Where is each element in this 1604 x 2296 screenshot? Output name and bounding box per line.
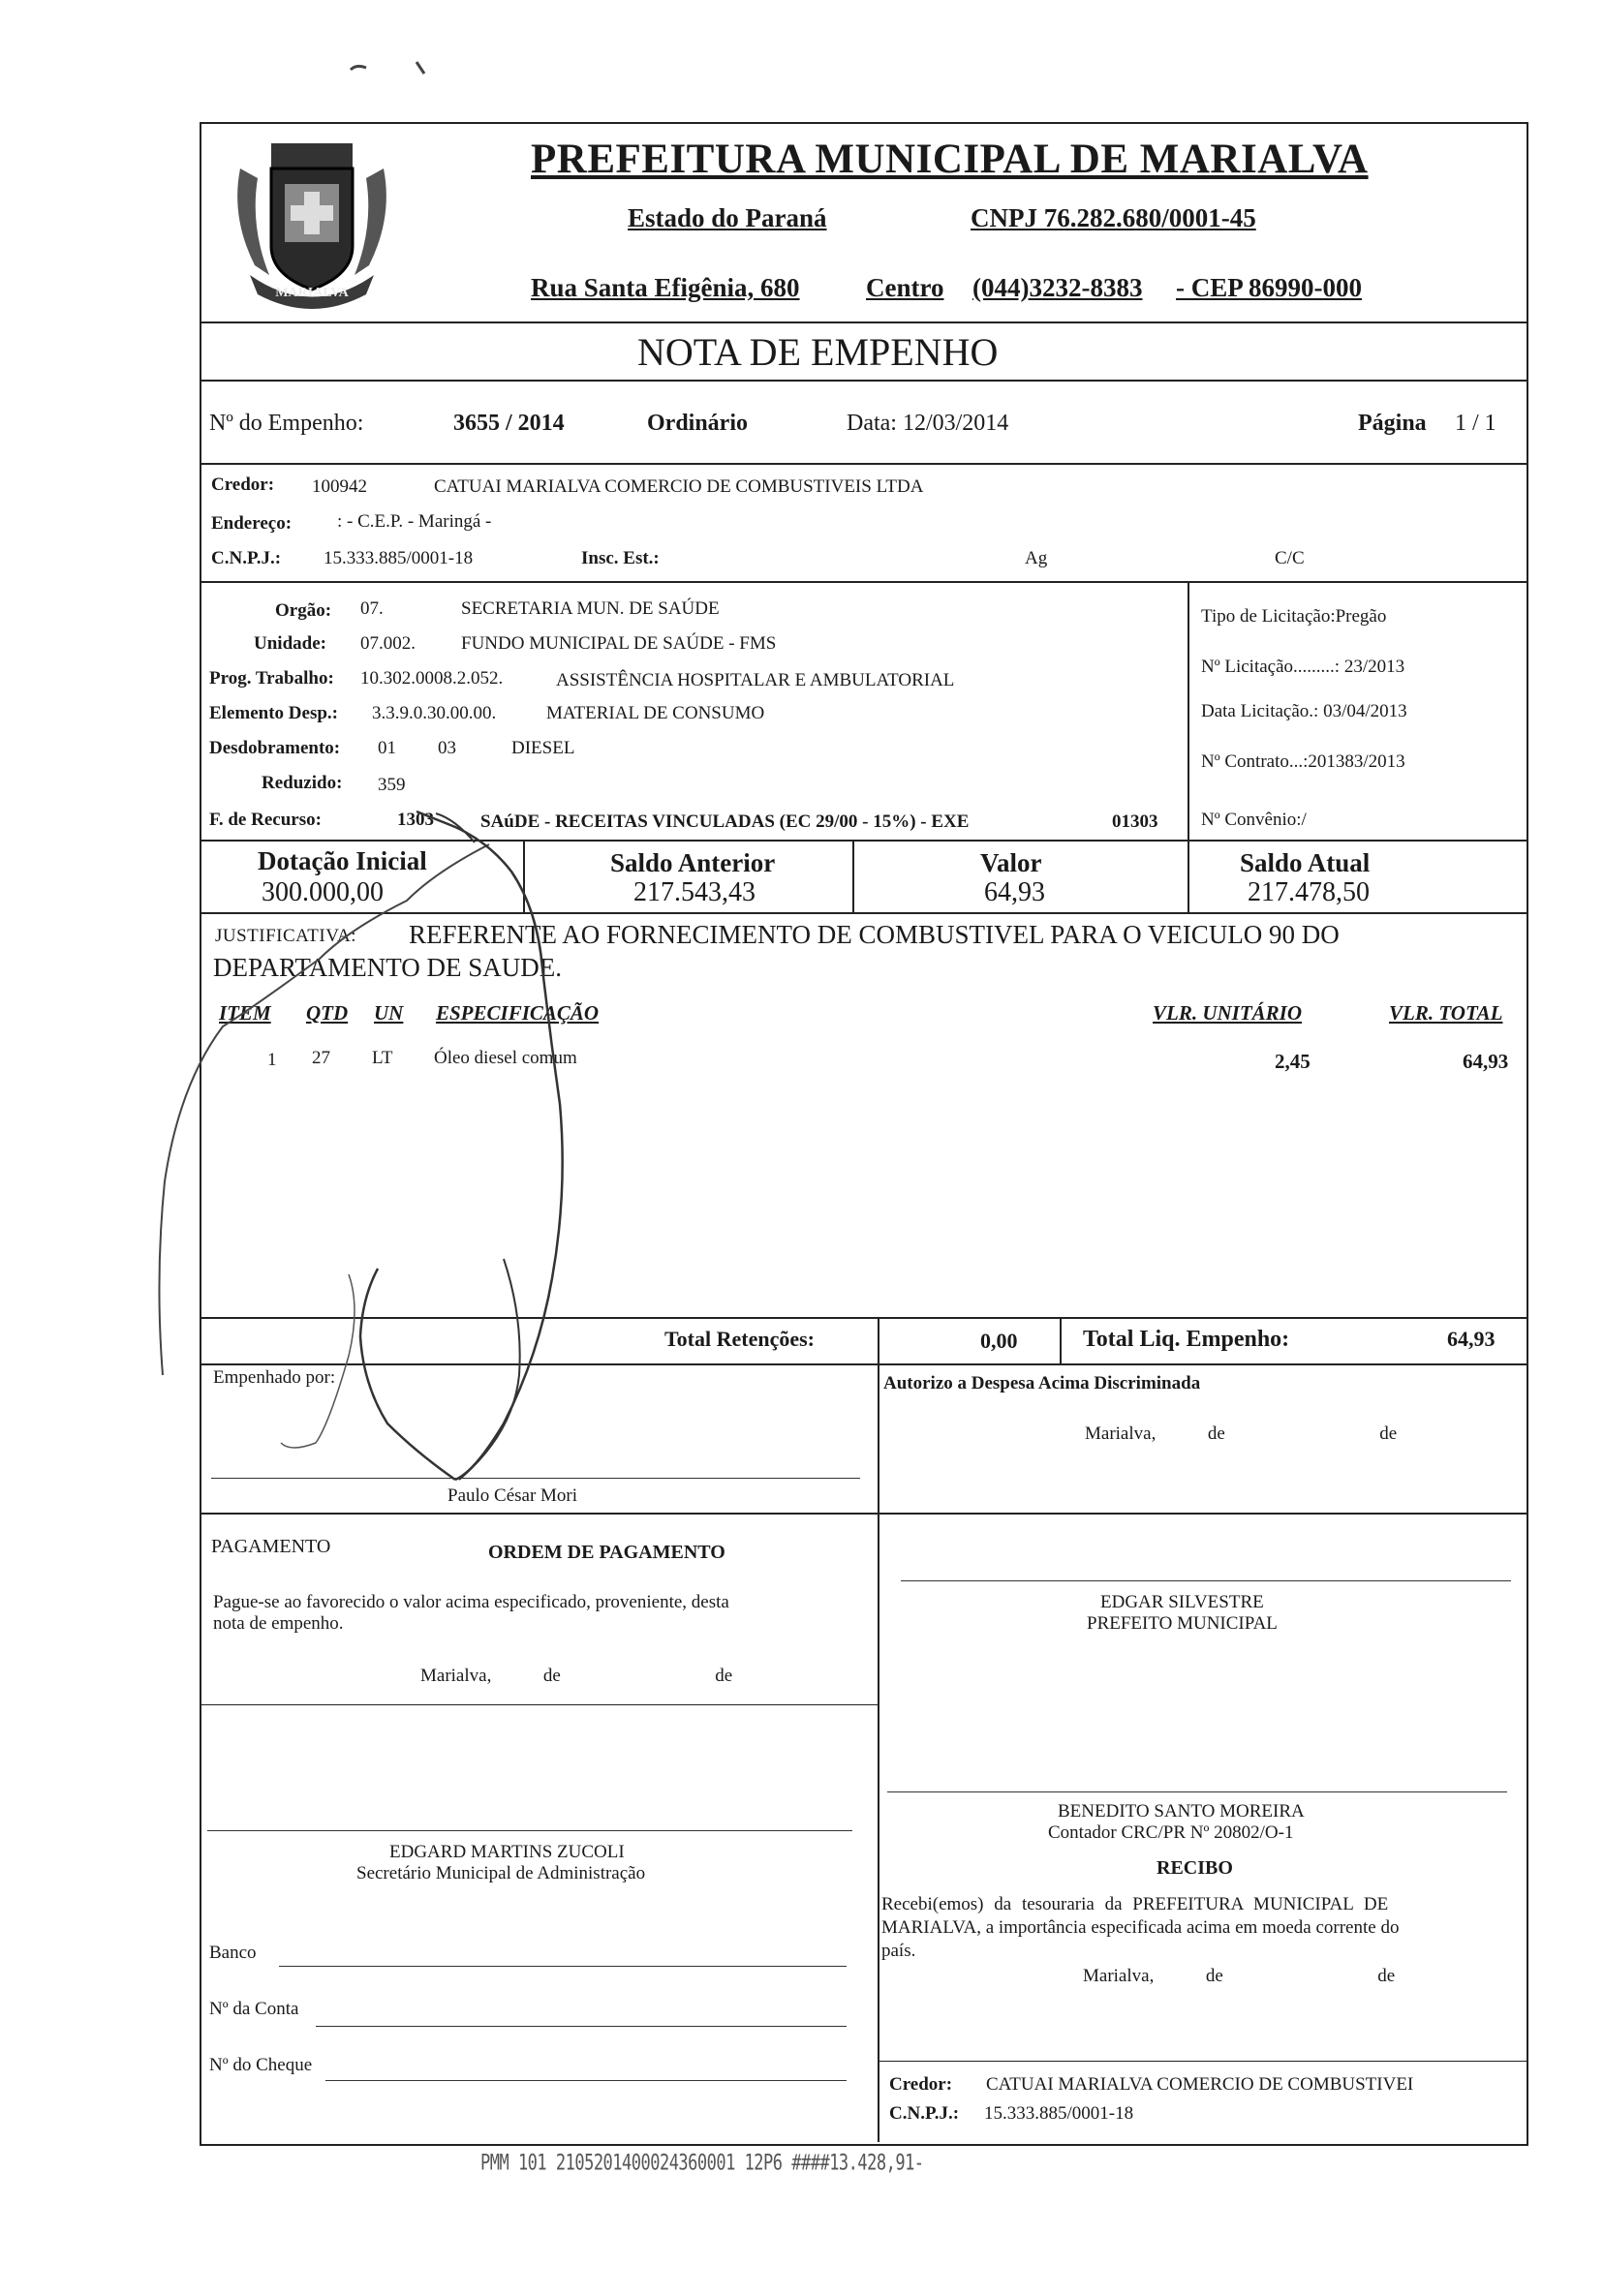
empenho-label: Nº do Empenho: xyxy=(209,411,364,436)
retencoes-value: 0,00 xyxy=(980,1329,1018,1353)
credor-name: CATUAI MARIALVA COMERCIO DE COMBUSTIVEIS LTDA xyxy=(434,476,924,497)
cheque-label: Nº do Cheque xyxy=(209,2055,313,2075)
banco-label: Banco xyxy=(209,1943,257,1963)
endereco-label: Endereço: xyxy=(211,513,293,534)
de-label: de xyxy=(1379,1424,1398,1444)
orgao-label: Orgão: xyxy=(275,600,332,621)
orgao-name: SECRETARIA MUN. DE SAÚDE xyxy=(461,598,720,619)
credor-code: 100942 xyxy=(312,476,367,497)
prog-name: ASSISTÊNCIA HOSPITALAR E AMBULATORIAL xyxy=(556,670,955,690)
secretario-title: Secretário Municipal de Administração xyxy=(356,1863,646,1883)
cnpj-value: 15.333.885/0001-18 xyxy=(324,548,474,568)
prog-code: 10.302.0008.2.052. xyxy=(360,668,504,689)
fonte-code: 1303 xyxy=(397,810,434,830)
contador-title: Contador CRC/PR Nº 20802/O-1 xyxy=(1048,1822,1294,1843)
autorizo-label: Autorizo a Despesa Acima Discriminada xyxy=(883,1373,1201,1393)
dotacao-value: 300.000,00 xyxy=(262,877,384,907)
empenho-number: 3655 / 2014 xyxy=(453,411,565,436)
recibo-cnpj-value: 15.333.885/0001-18 xyxy=(984,2103,1134,2124)
item-un: LT xyxy=(372,1048,393,1068)
licitacao-date-value: 03/04/2013 xyxy=(1323,701,1407,721)
reduzido-label: Reduzido: xyxy=(262,773,343,793)
phone: (044)3232-8383 xyxy=(972,273,1143,302)
recibo-line2: MARIALVA, a importância especificada acima em moeda corrente do xyxy=(881,1917,1400,1938)
de-label: de xyxy=(1207,1424,1225,1444)
empenhado-por-label: Empenhado por: xyxy=(213,1367,336,1388)
unidade-label: Unidade: xyxy=(254,633,326,654)
dotacao-label: Dotação Inicial xyxy=(258,846,427,875)
item-qtd: 27 xyxy=(312,1048,330,1068)
saldo-anterior-value: 217.543,43 xyxy=(633,877,756,907)
col-vlr-unitario: VLR. UNITÁRIO xyxy=(1153,1001,1303,1025)
licitacao-number-label: Nº Licitação.........: xyxy=(1201,657,1341,677)
svg-text:MARIALVA: MARIALVA xyxy=(275,286,349,300)
recibo-line1: Recebi(emos) da tesouraria da PREFEITURA MUNICIPAL DE xyxy=(881,1894,1389,1914)
elemento-label: Elemento Desp.: xyxy=(209,703,338,723)
item-number: 1 xyxy=(267,1050,277,1070)
de-label: de xyxy=(542,1666,561,1686)
cnpj: CNPJ 76.282.680/0001-45 xyxy=(971,203,1256,232)
saldo-anterior-label: Saldo Anterior xyxy=(610,848,776,877)
endereco-value: : - C.E.P. - Maringá - xyxy=(337,511,492,532)
saldo-atual-label: Saldo Atual xyxy=(1240,848,1371,877)
prog-label: Prog. Trabalho: xyxy=(209,668,334,689)
valor-label: Valor xyxy=(980,848,1042,877)
recibo-credor-name: CATUAI MARIALVA COMERCIO DE COMBUSTIVEI xyxy=(986,2074,1414,2095)
document-title: NOTA DE EMPENHO xyxy=(637,330,999,374)
recibo-line3: país. xyxy=(881,1941,916,1961)
col-un: UN xyxy=(374,1001,404,1025)
pague-line2: nota de empenho. xyxy=(213,1613,344,1634)
marialva-label: Marialva, xyxy=(1085,1424,1157,1444)
liq-empenho-label: Total Liq. Empenho: xyxy=(1083,1327,1290,1352)
mechanical-stamp: PMM 101 2105201400024360001 12P6 ####13.428,91- xyxy=(480,2151,924,2176)
reduzido-value: 359 xyxy=(378,775,406,795)
address: Rua Santa Efigênia, 680 xyxy=(531,273,800,302)
elemento-name: MATERIAL DE CONSUMO xyxy=(546,703,765,723)
recibo-label: RECIBO xyxy=(1157,1857,1233,1879)
desdobramento-1: 01 xyxy=(378,738,396,758)
de-label: de xyxy=(1205,1966,1223,1986)
unidade-code: 07.002. xyxy=(360,633,416,654)
item-unit: 2,45 xyxy=(1275,1050,1311,1073)
page-label: Página xyxy=(1358,411,1427,436)
liq-empenho-value: 64,93 xyxy=(1447,1327,1496,1351)
empenho-date: Data: 12/03/2014 xyxy=(847,411,1009,436)
col-especificacao: ESPECIFICAÇÃO xyxy=(436,1001,600,1025)
contador-name: BENEDITO SANTO MOREIRA xyxy=(1058,1801,1305,1821)
ag-label: Ag xyxy=(1025,548,1048,568)
cnpj-label: C.N.P.J.: xyxy=(211,548,282,568)
tipo-licitacao: Tipo de Licitação:Pregão xyxy=(1201,606,1387,627)
contrato: Nº Contrato...:201383/2013 xyxy=(1201,751,1405,772)
cc-label: C/C xyxy=(1275,548,1305,568)
empenho-type: Ordinário xyxy=(647,411,749,436)
col-item: ITEM xyxy=(219,1001,271,1025)
licitacao-date-label: Data Licitação.: xyxy=(1201,701,1319,721)
cep: - CEP 86990-000 xyxy=(1176,273,1362,302)
saldo-atual-value: 217.478,50 xyxy=(1248,877,1370,907)
de-label: de xyxy=(1377,1966,1396,1986)
insc-label: Insc. Est.: xyxy=(581,548,660,568)
conta-label: Nº da Conta xyxy=(209,1999,299,2019)
fonte-label: F. de Recurso: xyxy=(209,810,322,830)
page-number: 1 / 1 xyxy=(1455,411,1496,436)
orgao-code: 07. xyxy=(360,598,384,619)
item-espec: Óleo diesel comum xyxy=(434,1048,577,1068)
recibo-cnpj-label: C.N.P.J.: xyxy=(889,2103,960,2124)
credor-label: Credor: xyxy=(211,475,275,495)
recibo-credor-label: Credor: xyxy=(889,2074,953,2095)
state-name: Estado do Paraná xyxy=(628,203,827,232)
marialva-label: Marialva, xyxy=(1083,1966,1155,1986)
prefeito-name: EDGAR SILVESTRE xyxy=(1100,1592,1264,1612)
unidade-name: FUNDO MUNICIPAL DE SAÚDE - FMS xyxy=(461,633,777,654)
district: Centro xyxy=(866,273,944,302)
secretario-name: EDGARD MARTINS ZUCOLI xyxy=(389,1842,625,1862)
col-qtd: QTD xyxy=(306,1001,349,1025)
valor-value: 64,93 xyxy=(984,877,1045,907)
page-title: PREFEITURA MUNICIPAL DE MARIALVA xyxy=(531,137,1369,182)
paulo-name: Paulo César Mori xyxy=(447,1485,578,1506)
retencoes-label: Total Retenções: xyxy=(664,1327,815,1351)
pagamento-label: PAGAMENTO xyxy=(211,1536,331,1557)
justificativa-label: JUSTIFICATIVA: xyxy=(215,926,357,946)
desdobramento-2: 03 xyxy=(438,738,456,758)
item-total: 64,93 xyxy=(1463,1050,1509,1073)
prefeito-title: PREFEITO MUNICIPAL xyxy=(1087,1613,1278,1634)
licitacao-number-value: 23/2013 xyxy=(1343,657,1405,677)
pague-line1: Pague-se ao favorecido o valor acima especificado, proveniente, desta xyxy=(213,1592,729,1612)
justificativa-line1: REFERENTE AO FORNECIMENTO DE COMBUSTIVEL PARA O VEICULO 90 DO xyxy=(409,920,1340,949)
convenio: Nº Convênio:/ xyxy=(1201,810,1307,830)
de-label: de xyxy=(715,1666,733,1686)
col-vlr-total: VLR. TOTAL xyxy=(1389,1001,1503,1025)
marialva-label: Marialva, xyxy=(420,1666,492,1686)
elemento-code: 3.3.9.0.30.00.00. xyxy=(372,703,497,723)
fonte-number: 01303 xyxy=(1112,811,1158,832)
desdobramento-label: Desdobramento: xyxy=(209,738,341,758)
desdobramento-name: DIESEL xyxy=(511,738,575,758)
ordem-pagamento-label: ORDEM DE PAGAMENTO xyxy=(488,1542,725,1563)
justificativa-line2: DEPARTAMENTO DE SAUDE. xyxy=(213,953,562,982)
fonte-name: SAúDE - RECEITAS VINCULADAS (EC 29/00 - 15%) - EXE xyxy=(480,811,970,832)
